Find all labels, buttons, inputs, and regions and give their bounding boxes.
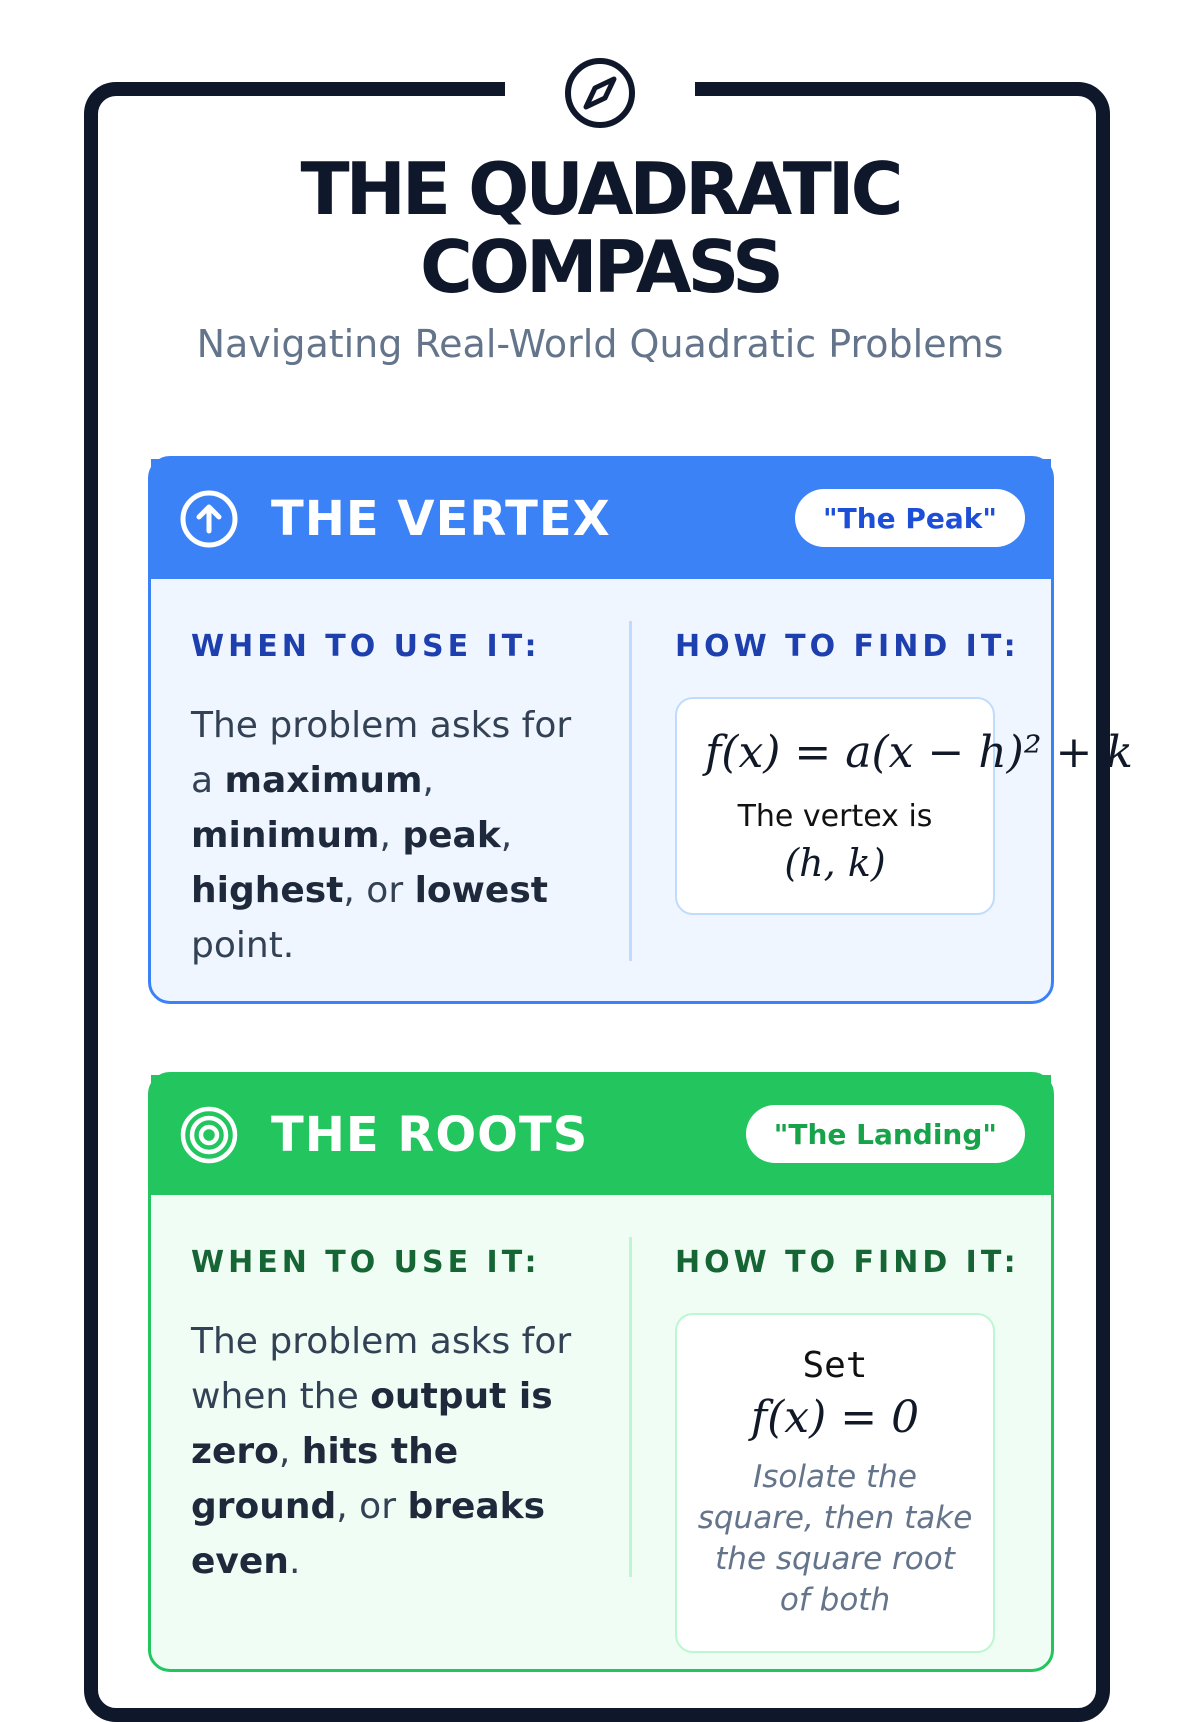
roots-card-header	[151, 1075, 1051, 1195]
roots-set-word: Set	[802, 1345, 868, 1386]
target-icon	[179, 1105, 239, 1165]
roots-how-label: HOW TO FIND IT:	[675, 1245, 1020, 1280]
title-line-2: COMPASS	[419, 225, 781, 309]
vertex-when-label: WHEN TO USE IT:	[191, 629, 541, 664]
vertex-point: (h, k)	[784, 841, 886, 885]
roots-how-column	[675, 1245, 1035, 1618]
roots-when-label: WHEN TO USE IT:	[191, 1245, 541, 1280]
vertex-when-text: The problem asks for a maximum, minimum, peak, highest, or lowest point.	[191, 705, 572, 966]
page-subtitle: Navigating Real-World Quadratic Problems	[196, 322, 1004, 366]
roots-when-column	[191, 1245, 591, 1589]
arrow-up-circle-icon	[179, 489, 239, 549]
compass-icon	[563, 56, 637, 130]
vertex-card	[148, 456, 1133, 1004]
roots-equation: f(x) = 0	[750, 1392, 920, 1443]
vertex-note: The vertex is	[737, 799, 933, 834]
page-title	[0, 147, 1200, 309]
vertex-divider	[629, 621, 632, 961]
vertex-badge: "The Peak"	[795, 489, 1025, 547]
vertex-formula: f(x) = a(x − h)² + k	[705, 727, 1133, 778]
vertex-formula-box	[675, 697, 1133, 915]
roots-card	[148, 1072, 1054, 1672]
vertex-card-title: THE VERTEX	[271, 491, 611, 547]
vertex-when-column	[191, 629, 591, 973]
roots-hint: Isolate the square, then take the square root of both	[697, 1459, 973, 1618]
roots-card-title: THE ROOTS	[271, 1107, 589, 1163]
roots-divider	[629, 1237, 632, 1577]
roots-when-text: The problem asks for when the output is zero, hits the ground, or breaks even.	[191, 1321, 572, 1582]
vertex-how-label: HOW TO FIND IT:	[675, 629, 1020, 664]
vertex-how-column	[675, 629, 1133, 885]
vertex-card-header	[151, 459, 1051, 579]
roots-badge: "The Landing"	[746, 1105, 1025, 1163]
title-line-1: THE QUADRATIC	[300, 147, 900, 231]
roots-formula-box	[675, 1313, 995, 1653]
